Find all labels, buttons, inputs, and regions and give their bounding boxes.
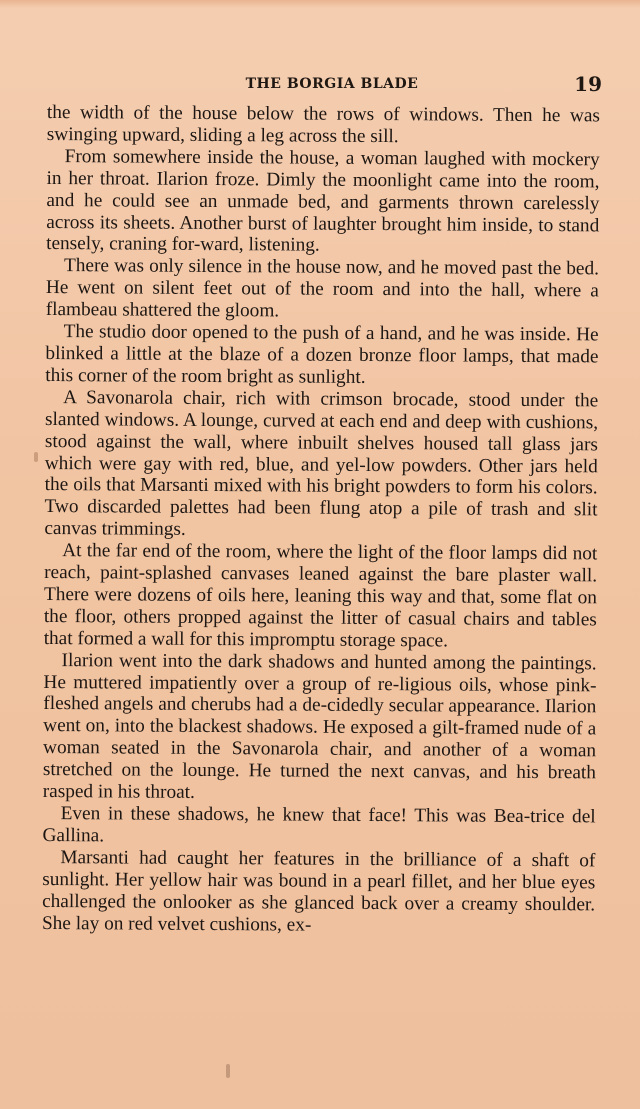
paragraph: A Savonarola chair, rich with crimson brocade, stood under the slanted windows. A lounge, curved at each end and deep with cushions, stood against the wall, where inbuilt shelves housed tall glass jars which were gay with red, blue, and yel-low powders. Other jars held the oils that Marsanti mixed with his bright powders to form his colors. Two discarded palettes had been flung atop a pile of trash and slit canvas trimmings. (44, 386, 599, 541)
paragraph: From somewhere inside the house, a woman laughed with mockery in her throat. Ilarion froze. Dimly the moonlight came into the room, and he could see an unmade bed, and garments thrown carelessly across its sheets. Another burst of laughter brought him inside, to stand tensely, craning for-ward, listening. (46, 145, 600, 257)
paragraph-continued: the width of the house below the rows of windows. Then he was swinging upward, sliding a leg across the sill. (46, 102, 600, 148)
paragraph: Even in these shadows, he knew that face! This was Bea-trice del Gallina. (42, 803, 596, 847)
paper-blemish (226, 1064, 230, 1078)
paragraph: Marsanti had caught her features in the brilliance of a shaft of sunlight. Her yellow hair was bound in a pearl fillet, and her blue eyes challenged the onlooker as she glanced back over a creamy shoulder. She lay on red velvet cushions, ex- (41, 846, 596, 936)
paragraph: At the far end of the room, where the light of the floor lamps did not reach, paint-splashed canvases leaned against the bare plaster wall. There were dozens of oils here, leaning this way and that, some flat on the floor, others propped against the litter of casual chairs and tables that formed a wall for this impromptu storage space. (43, 540, 598, 652)
page-top-edge (0, 0, 640, 8)
body-text (42, 102, 600, 938)
paragraph: The studio door opened to the push of a hand, and he was inside. He blinked a little at the blaze of a dozen bronze floor lamps, that made this corner of the room bright as sunlight. (45, 321, 599, 388)
paper-blemish (34, 452, 38, 462)
paragraph: Ilarion went into the dark shadows and hunted among the paintings. He muttered impatiently over a group of re-ligious oils, whose pink-fleshed angels and cherubs had a de-cidedly secular appearance. Ilarion went on, into the blackest shadows. He exposed a gilt-framed nude of a woman seated in the Savonarola chair, and another of a woman stretched on the lounge. He turned the next canvas, and his breath rasped in his throat. (42, 649, 597, 804)
running-title: THE BORGIA BLADE (245, 76, 419, 92)
page-number: 19 (574, 72, 602, 96)
page-header (0, 72, 640, 102)
paragraph: There was only silence in the house now, and he moved past the bed. He went on silent feet out of the room and into the hall, where a flambeau shattered the gloom. (45, 255, 600, 322)
